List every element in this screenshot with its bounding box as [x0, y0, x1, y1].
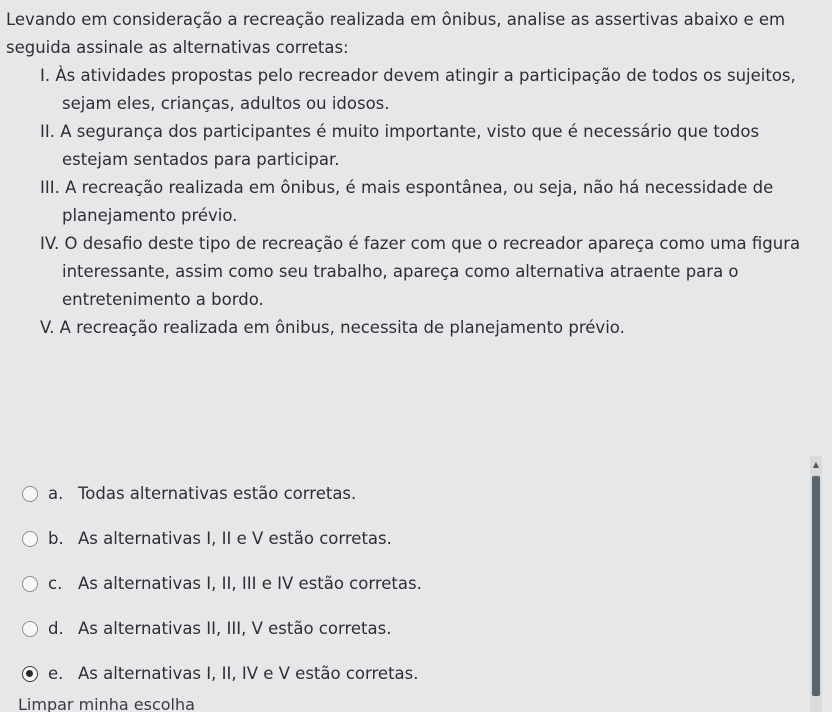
- clear-choice-link[interactable]: Limpar minha escolha: [18, 695, 195, 712]
- option-e[interactable]: [14, 651, 794, 696]
- statement-line: III. A recreação realizada em ônibus, é mais espontânea, ou seja, não há necessidade de: [40, 178, 774, 197]
- statement-continuation: sejam eles, crianças, adultos ou idosos.: [62, 94, 390, 113]
- statement-list: [6, 62, 821, 342]
- statement-v: [40, 314, 821, 342]
- option-c[interactable]: [14, 561, 794, 606]
- statement-continuation: planejamento prévio.: [62, 206, 238, 225]
- statement-line: V. A recreação realizada em ônibus, necessita de planejamento prévio.: [40, 318, 625, 337]
- radio-button[interactable]: [22, 576, 38, 592]
- option-d[interactable]: [14, 606, 794, 651]
- option-letter: c.: [48, 574, 63, 593]
- question-intro: Levando em consideração a recreação realizada em ônibus, analise as assertivas abaixo e em seguida assinale as alternativas corretas:: [6, 10, 786, 57]
- option-letter: d.: [48, 619, 64, 638]
- question-text: [6, 6, 821, 342]
- statement-ii: [40, 118, 821, 174]
- scroll-up-icon[interactable]: ▲: [812, 460, 820, 469]
- scrollbar-thumb[interactable]: [812, 476, 820, 696]
- option-label[interactable]: As alternativas II, III, V estão corretas.: [78, 619, 392, 638]
- statement-line: II. A segurança dos participantes é muito importante, visto que é necessário que todos: [40, 122, 760, 141]
- vertical-scrollbar[interactable]: [810, 456, 822, 712]
- statement-i: [40, 62, 821, 118]
- option-label[interactable]: As alternativas I, II, III e IV estão corretas.: [78, 574, 422, 593]
- answer-options: [14, 471, 794, 696]
- radio-button[interactable]: [22, 531, 38, 547]
- option-label[interactable]: As alternativas I, II e V estão corretas.: [78, 529, 392, 548]
- radio-button-selected[interactable]: [22, 666, 38, 682]
- option-letter: e.: [48, 664, 64, 683]
- statement-continuation: interessante, assim como seu trabalho, apareça como alternativa atraente para o entretenimento a bordo.: [62, 262, 739, 309]
- statement-iii: [40, 174, 821, 230]
- statement-iv: [40, 230, 821, 314]
- option-letter: a.: [48, 484, 64, 503]
- statement-continuation: estejam sentados para participar.: [62, 150, 340, 169]
- radio-button[interactable]: [22, 621, 38, 637]
- statement-line: IV. O desafio deste tipo de recreação é fazer com que o recreador apareça como uma figura: [40, 234, 801, 253]
- option-a[interactable]: [14, 471, 794, 516]
- option-label[interactable]: Todas alternativas estão corretas.: [78, 484, 357, 503]
- radio-button[interactable]: [22, 486, 38, 502]
- option-b[interactable]: [14, 516, 794, 561]
- option-label[interactable]: As alternativas I, II, IV e V estão corretas.: [78, 664, 419, 683]
- statement-line: I. Às atividades propostas pelo recreador devem atingir a participação de todos os sujeitos,: [40, 66, 796, 85]
- option-letter: b.: [48, 529, 64, 548]
